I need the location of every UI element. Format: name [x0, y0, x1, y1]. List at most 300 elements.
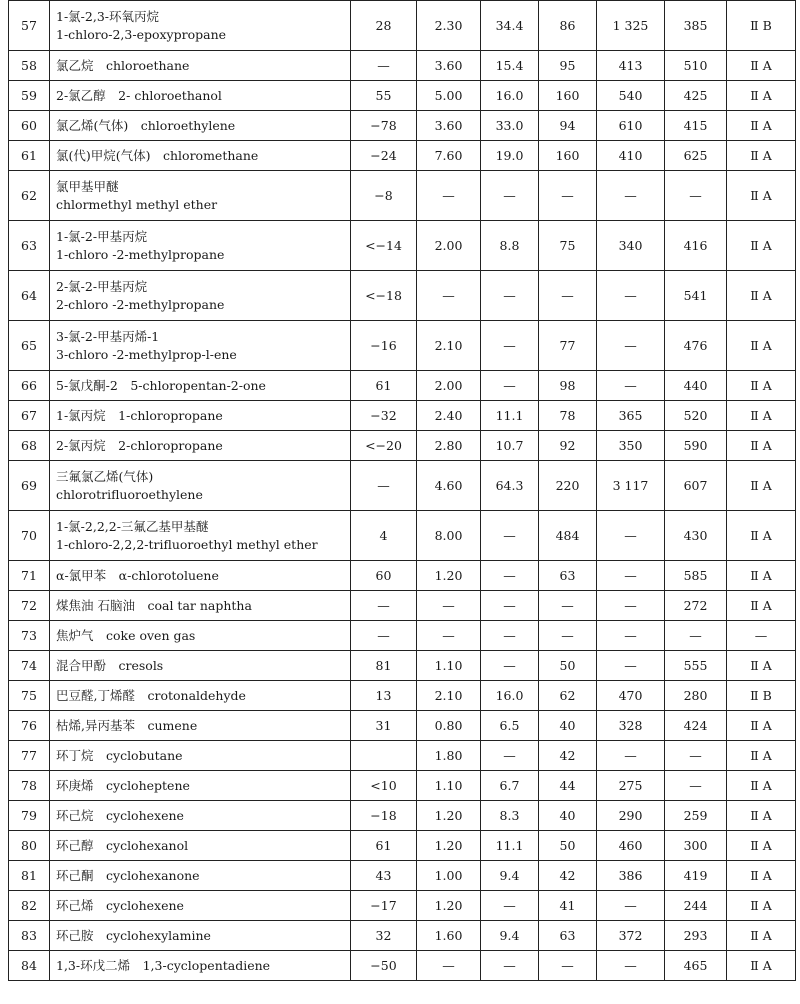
substance-name-english: 2-chloro -2-methylpropane [56, 296, 225, 312]
explosion-limit-mg-cell: 413 [597, 51, 665, 81]
equipment-group-cell: Ⅱ A [727, 771, 796, 801]
substance-name-cell [50, 741, 351, 771]
substance-name-primary: 巴豆醛,丁烯醛 crotonaldehyde [56, 687, 246, 703]
relative-density-cell: — [417, 591, 481, 621]
ignition-temperature-cell: 520 [665, 401, 727, 431]
ignition-temperature-cell: — [665, 171, 727, 221]
explosion-limit-mg-cell: — [597, 891, 665, 921]
ignition-temperature-cell: — [665, 621, 727, 651]
substance-name-cell [50, 271, 351, 321]
table-row [9, 681, 796, 711]
relative-density-cell: 4.60 [417, 461, 481, 511]
flash-point-cell: 43 [351, 861, 417, 891]
ignition-temperature-cell: 272 [665, 591, 727, 621]
explosion-limit-lower-percent-cell: 8.8 [481, 221, 539, 271]
equipment-group-cell: Ⅱ A [727, 921, 796, 951]
substance-name-cell [50, 171, 351, 221]
ignition-temperature-cell: 419 [665, 861, 727, 891]
equipment-group-cell: Ⅱ A [727, 461, 796, 511]
ignition-temperature-cell: 440 [665, 371, 727, 401]
explosion-limit-upper-percent-cell: 50 [539, 831, 597, 861]
relative-density-cell: 2.00 [417, 371, 481, 401]
table-row [9, 371, 796, 401]
substance-name-cell [50, 51, 351, 81]
substance-name-primary: 环己胺 cyclohexylamine [56, 927, 211, 943]
row-number-cell: 68 [9, 431, 50, 461]
explosion-limit-upper-percent-cell: 42 [539, 741, 597, 771]
ignition-temperature-cell: 424 [665, 711, 727, 741]
flash-point-cell: <−20 [351, 431, 417, 461]
ignition-temperature-cell: 625 [665, 141, 727, 171]
substance-name-cell [50, 951, 351, 981]
relative-density-cell: 2.10 [417, 321, 481, 371]
flash-point-cell: — [351, 591, 417, 621]
equipment-group-cell: Ⅱ A [727, 271, 796, 321]
explosion-limit-upper-percent-cell: 75 [539, 221, 597, 271]
explosion-limit-lower-percent-cell: — [481, 591, 539, 621]
row-number-cell: 58 [9, 51, 50, 81]
ignition-temperature-cell: 541 [665, 271, 727, 321]
equipment-group-cell: Ⅱ A [727, 511, 796, 561]
relative-density-cell: — [417, 271, 481, 321]
table-row [9, 561, 796, 591]
substance-name-cell [50, 831, 351, 861]
explosion-limit-mg-cell: — [597, 561, 665, 591]
equipment-group-cell: Ⅱ A [727, 431, 796, 461]
ignition-temperature-cell: — [665, 741, 727, 771]
row-number-cell: 71 [9, 561, 50, 591]
row-number-cell: 78 [9, 771, 50, 801]
substance-name-primary: 环己酮 cyclohexanone [56, 867, 200, 883]
explosion-limit-mg-cell: 340 [597, 221, 665, 271]
substance-name-primary: 环庚烯 cycloheptene [56, 777, 190, 793]
relative-density-cell: 1.60 [417, 921, 481, 951]
substance-name-primary: 煤焦油 石脑油 coal tar naphtha [56, 597, 252, 613]
substance-name-primary: 1-氯-2,3-环氧丙烷 [56, 8, 160, 24]
equipment-group-cell: Ⅱ A [727, 171, 796, 221]
explosion-limit-upper-percent-cell: — [539, 271, 597, 321]
explosion-limit-lower-percent-cell: — [481, 321, 539, 371]
explosion-limit-mg-cell: — [597, 951, 665, 981]
substance-name-primary: 环丁烷 cyclobutane [56, 747, 183, 763]
table-row [9, 771, 796, 801]
explosion-limit-mg-cell: 540 [597, 81, 665, 111]
equipment-group-cell: Ⅱ A [727, 831, 796, 861]
relative-density-cell: 1.00 [417, 861, 481, 891]
explosion-limit-upper-percent-cell: 94 [539, 111, 597, 141]
substance-name-cell [50, 861, 351, 891]
explosion-limit-upper-percent-cell: — [539, 951, 597, 981]
table-row [9, 401, 796, 431]
row-number-cell: 64 [9, 271, 50, 321]
flash-point-cell: −50 [351, 951, 417, 981]
explosion-limit-mg-cell: 610 [597, 111, 665, 141]
relative-density-cell: 2.00 [417, 221, 481, 271]
explosion-limit-upper-percent-cell: 78 [539, 401, 597, 431]
ignition-temperature-cell: 607 [665, 461, 727, 511]
explosion-limit-upper-percent-cell: 92 [539, 431, 597, 461]
substance-name-cell [50, 371, 351, 401]
relative-density-cell: 1.20 [417, 561, 481, 591]
flash-point-cell: −32 [351, 401, 417, 431]
row-number-cell: 65 [9, 321, 50, 371]
row-number-cell: 83 [9, 921, 50, 951]
relative-density-cell: 2.30 [417, 1, 481, 51]
explosion-limit-mg-cell: — [597, 321, 665, 371]
table-row [9, 891, 796, 921]
substance-name-primary: 1,3-环戊二烯 1,3-cyclopentadiene [56, 957, 271, 973]
table-row [9, 711, 796, 741]
substance-name-cell [50, 771, 351, 801]
table-row [9, 141, 796, 171]
ignition-temperature-cell: 416 [665, 221, 727, 271]
ignition-temperature-cell: 244 [665, 891, 727, 921]
flash-point-cell: 55 [351, 81, 417, 111]
explosion-limit-lower-percent-cell: 33.0 [481, 111, 539, 141]
flash-point-cell: −8 [351, 171, 417, 221]
explosion-limit-mg-cell: — [597, 591, 665, 621]
substance-name-cell [50, 461, 351, 511]
table-row [9, 431, 796, 461]
relative-density-cell: 3.60 [417, 51, 481, 81]
explosion-limit-lower-percent-cell: 11.1 [481, 401, 539, 431]
row-number-cell: 63 [9, 221, 50, 271]
relative-density-cell: — [417, 171, 481, 221]
relative-density-cell: 1.10 [417, 651, 481, 681]
flash-point-cell [351, 741, 417, 771]
explosion-limit-lower-percent-cell: 9.4 [481, 921, 539, 951]
flash-point-cell: — [351, 621, 417, 651]
substance-name-primary: 2-氯丙烷 2-chloropropane [56, 437, 223, 453]
substance-name-primary: α-氯甲苯 α-chlorotoluene [56, 567, 219, 583]
equipment-group-cell: Ⅱ A [727, 591, 796, 621]
substance-name-primary: 3-氯-2-甲基丙烯-1 [56, 328, 160, 344]
flash-point-cell: 61 [351, 831, 417, 861]
equipment-group-cell: — [727, 621, 796, 651]
relative-density-cell: 2.40 [417, 401, 481, 431]
explosion-limit-lower-percent-cell: — [481, 271, 539, 321]
row-number-cell: 60 [9, 111, 50, 141]
ignition-temperature-cell: — [665, 771, 727, 801]
equipment-group-cell: Ⅱ A [727, 321, 796, 371]
explosion-limit-mg-cell: 365 [597, 401, 665, 431]
explosion-limit-lower-percent-cell: 6.5 [481, 711, 539, 741]
table-row [9, 741, 796, 771]
explosion-limit-upper-percent-cell: 98 [539, 371, 597, 401]
row-number-cell: 80 [9, 831, 50, 861]
table-row [9, 1, 796, 51]
explosion-limit-lower-percent-cell: — [481, 951, 539, 981]
substance-name-cell [50, 801, 351, 831]
row-number-cell: 67 [9, 401, 50, 431]
row-number-cell: 69 [9, 461, 50, 511]
flash-point-cell: −18 [351, 801, 417, 831]
explosion-limit-mg-cell: — [597, 651, 665, 681]
substance-name-cell [50, 681, 351, 711]
equipment-group-cell: Ⅱ A [727, 861, 796, 891]
ignition-temperature-cell: 259 [665, 801, 727, 831]
explosion-limit-mg-cell: 275 [597, 771, 665, 801]
row-number-cell: 76 [9, 711, 50, 741]
row-number-cell: 79 [9, 801, 50, 831]
substance-name-primary: 1-氯-2,2,2-三氟乙基甲基醚 [56, 518, 209, 534]
substance-name-primary: 焦炉气 coke oven gas [56, 627, 196, 643]
substance-name-cell [50, 1, 351, 51]
flash-point-cell: <10 [351, 771, 417, 801]
relative-density-cell: 1.80 [417, 741, 481, 771]
explosion-limit-upper-percent-cell: 484 [539, 511, 597, 561]
substance-name-primary: 1-氯丙烷 1-chloropropane [56, 407, 223, 423]
substance-name-cell [50, 891, 351, 921]
row-number-cell: 75 [9, 681, 50, 711]
ignition-temperature-cell: 465 [665, 951, 727, 981]
relative-density-cell: 2.10 [417, 681, 481, 711]
ignition-temperature-cell: 590 [665, 431, 727, 461]
equipment-group-cell: Ⅱ A [727, 141, 796, 171]
substance-name-cell [50, 621, 351, 651]
ignition-temperature-cell: 425 [665, 81, 727, 111]
explosion-limit-lower-percent-cell: — [481, 651, 539, 681]
substance-name-cell [50, 321, 351, 371]
substance-name-cell [50, 651, 351, 681]
flash-point-cell: <−14 [351, 221, 417, 271]
flash-point-cell: 81 [351, 651, 417, 681]
flash-point-cell: 32 [351, 921, 417, 951]
substance-name-english: 1-chloro-2,2,2-trifluoroethyl methyl ether [56, 536, 318, 552]
substance-name-cell [50, 81, 351, 111]
explosion-limit-mg-cell: 328 [597, 711, 665, 741]
table-row [9, 321, 796, 371]
equipment-group-cell: Ⅱ A [727, 371, 796, 401]
explosion-limit-mg-cell: 410 [597, 141, 665, 171]
table-row [9, 651, 796, 681]
explosion-limit-lower-percent-cell: 19.0 [481, 141, 539, 171]
substance-name-primary: 氯乙烷 chloroethane [56, 57, 190, 73]
ignition-temperature-cell: 476 [665, 321, 727, 371]
explosion-limit-upper-percent-cell: 160 [539, 81, 597, 111]
explosion-limit-mg-cell: — [597, 171, 665, 221]
explosion-limit-upper-percent-cell: 77 [539, 321, 597, 371]
table-row [9, 111, 796, 141]
explosion-limit-upper-percent-cell: 62 [539, 681, 597, 711]
explosion-limit-upper-percent-cell: 44 [539, 771, 597, 801]
row-number-cell: 82 [9, 891, 50, 921]
relative-density-cell: 1.20 [417, 831, 481, 861]
equipment-group-cell: Ⅱ A [727, 741, 796, 771]
table-row [9, 591, 796, 621]
row-number-cell: 84 [9, 951, 50, 981]
explosion-limit-mg-cell: 290 [597, 801, 665, 831]
ignition-temperature-cell: 280 [665, 681, 727, 711]
ignition-temperature-cell: 585 [665, 561, 727, 591]
explosion-limit-lower-percent-cell: 9.4 [481, 861, 539, 891]
equipment-group-cell: Ⅱ A [727, 711, 796, 741]
flash-point-cell: — [351, 51, 417, 81]
row-number-cell: 72 [9, 591, 50, 621]
equipment-group-cell: Ⅱ B [727, 1, 796, 51]
equipment-group-cell: Ⅱ A [727, 111, 796, 141]
relative-density-cell: 1.20 [417, 801, 481, 831]
relative-density-cell: 2.80 [417, 431, 481, 461]
equipment-group-cell: Ⅱ B [727, 681, 796, 711]
substance-name-english: 1-chloro-2,3-epoxypropane [56, 26, 227, 42]
substance-name-cell [50, 591, 351, 621]
explosion-limit-upper-percent-cell: 86 [539, 1, 597, 51]
table-row [9, 461, 796, 511]
table-row [9, 271, 796, 321]
explosion-limit-mg-cell: 386 [597, 861, 665, 891]
table-row [9, 921, 796, 951]
table-row [9, 831, 796, 861]
explosion-limit-lower-percent-cell: 8.3 [481, 801, 539, 831]
relative-density-cell: 3.60 [417, 111, 481, 141]
explosion-limit-upper-percent-cell: 160 [539, 141, 597, 171]
explosion-limit-lower-percent-cell: — [481, 621, 539, 651]
explosion-limit-upper-percent-cell: 40 [539, 711, 597, 741]
explosion-limit-mg-cell: — [597, 271, 665, 321]
flash-point-cell: 13 [351, 681, 417, 711]
ignition-temperature-cell: 430 [665, 511, 727, 561]
relative-density-cell: 5.00 [417, 81, 481, 111]
explosion-limit-mg-cell: 350 [597, 431, 665, 461]
equipment-group-cell: Ⅱ A [727, 51, 796, 81]
explosion-limit-upper-percent-cell: 40 [539, 801, 597, 831]
relative-density-cell: 1.20 [417, 891, 481, 921]
explosion-limit-lower-percent-cell: — [481, 371, 539, 401]
equipment-group-cell: Ⅱ A [727, 561, 796, 591]
table-row [9, 951, 796, 981]
table-body [9, 1, 796, 981]
relative-density-cell: 0.80 [417, 711, 481, 741]
substance-name-primary: 枯烯,异丙基苯 cumene [56, 717, 198, 733]
substance-name-english: chlormethyl methyl ether [56, 196, 218, 212]
explosion-limit-upper-percent-cell: 63 [539, 561, 597, 591]
explosion-limit-mg-cell: 460 [597, 831, 665, 861]
substance-name-primary: 氯甲基甲醚 [56, 178, 119, 194]
flash-point-cell: 4 [351, 511, 417, 561]
substance-name-cell [50, 561, 351, 591]
table-row [9, 861, 796, 891]
row-number-cell: 66 [9, 371, 50, 401]
flash-point-cell: 28 [351, 1, 417, 51]
flash-point-cell: −16 [351, 321, 417, 371]
explosion-limit-mg-cell: 372 [597, 921, 665, 951]
row-number-cell: 81 [9, 861, 50, 891]
equipment-group-cell: Ⅱ A [727, 651, 796, 681]
flash-point-cell: <−18 [351, 271, 417, 321]
substance-name-primary: 三氟氯乙烯(气体) [56, 468, 154, 484]
explosion-limit-mg-cell: — [597, 621, 665, 651]
relative-density-cell: — [417, 621, 481, 651]
substance-name-cell [50, 111, 351, 141]
explosion-limit-mg-cell: 470 [597, 681, 665, 711]
substance-name-primary: 5-氯戊酮-2 5-chloropentan-2-one [56, 377, 266, 393]
explosion-limit-lower-percent-cell: 34.4 [481, 1, 539, 51]
substance-name-cell [50, 141, 351, 171]
row-number-cell: 61 [9, 141, 50, 171]
table-row [9, 221, 796, 271]
equipment-group-cell: Ⅱ A [727, 801, 796, 831]
flash-point-cell: −17 [351, 891, 417, 921]
ignition-temperature-cell: 300 [665, 831, 727, 861]
substance-name-primary: 2-氯-2-甲基丙烷 [56, 278, 148, 294]
ignition-temperature-cell: 555 [665, 651, 727, 681]
row-number-cell: 57 [9, 1, 50, 51]
table-row [9, 801, 796, 831]
equipment-group-cell: Ⅱ A [727, 81, 796, 111]
substance-name-primary: 氯(代)甲烷(气体) chloromethane [56, 147, 259, 163]
row-number-cell: 73 [9, 621, 50, 651]
flash-point-cell: 61 [351, 371, 417, 401]
explosion-limit-upper-percent-cell: 63 [539, 921, 597, 951]
explosion-limit-mg-cell: — [597, 371, 665, 401]
explosion-limit-lower-percent-cell: 64.3 [481, 461, 539, 511]
substance-name-primary: 环己烷 cyclohexene [56, 807, 184, 823]
substance-name-cell [50, 511, 351, 561]
substance-name-primary: 环己醇 cyclohexanol [56, 837, 189, 853]
row-number-cell: 62 [9, 171, 50, 221]
substance-name-cell [50, 221, 351, 271]
explosion-limit-upper-percent-cell: — [539, 171, 597, 221]
explosion-limit-lower-percent-cell: — [481, 561, 539, 591]
flash-point-cell: — [351, 461, 417, 511]
substance-name-english: 1-chloro -2-methylpropane [56, 246, 225, 262]
table-row [9, 81, 796, 111]
explosion-limit-upper-percent-cell: 95 [539, 51, 597, 81]
explosion-limit-lower-percent-cell: — [481, 511, 539, 561]
row-number-cell: 70 [9, 511, 50, 561]
flash-point-cell: 60 [351, 561, 417, 591]
explosion-limit-lower-percent-cell: 6.7 [481, 771, 539, 801]
explosion-limit-mg-cell: — [597, 741, 665, 771]
explosion-limit-upper-percent-cell: 42 [539, 861, 597, 891]
equipment-group-cell: Ⅱ A [727, 401, 796, 431]
substance-name-english: chlorotrifluoroethylene [56, 486, 203, 502]
table-row [9, 621, 796, 651]
explosion-limit-upper-percent-cell: — [539, 621, 597, 651]
table-row [9, 511, 796, 561]
explosion-limit-lower-percent-cell: 16.0 [481, 81, 539, 111]
explosion-limit-upper-percent-cell: 41 [539, 891, 597, 921]
table-row [9, 171, 796, 221]
ignition-temperature-cell: 385 [665, 1, 727, 51]
substance-name-english: 3-chloro -2-methylprop-l-ene [56, 346, 237, 362]
equipment-group-cell: Ⅱ A [727, 951, 796, 981]
flash-point-cell: −24 [351, 141, 417, 171]
explosion-limit-mg-cell: 1 325 [597, 1, 665, 51]
relative-density-cell: — [417, 951, 481, 981]
equipment-group-cell: Ⅱ A [727, 891, 796, 921]
relative-density-cell: 1.10 [417, 771, 481, 801]
explosion-limit-lower-percent-cell: 10.7 [481, 431, 539, 461]
explosion-limit-upper-percent-cell: 50 [539, 651, 597, 681]
ignition-temperature-cell: 293 [665, 921, 727, 951]
ignition-temperature-cell: 415 [665, 111, 727, 141]
substance-name-primary: 环己烯 cyclohexene [56, 897, 184, 913]
explosion-limit-upper-percent-cell: 220 [539, 461, 597, 511]
row-number-cell: 77 [9, 741, 50, 771]
row-number-cell: 74 [9, 651, 50, 681]
relative-density-cell: 7.60 [417, 141, 481, 171]
row-number-cell: 59 [9, 81, 50, 111]
explosion-limit-mg-cell: — [597, 511, 665, 561]
explosion-limit-lower-percent-cell: — [481, 741, 539, 771]
equipment-group-cell: Ⅱ A [727, 221, 796, 271]
explosion-limit-lower-percent-cell: — [481, 171, 539, 221]
substance-name-cell [50, 921, 351, 951]
explosion-limit-lower-percent-cell: 15.4 [481, 51, 539, 81]
flash-point-cell: 31 [351, 711, 417, 741]
